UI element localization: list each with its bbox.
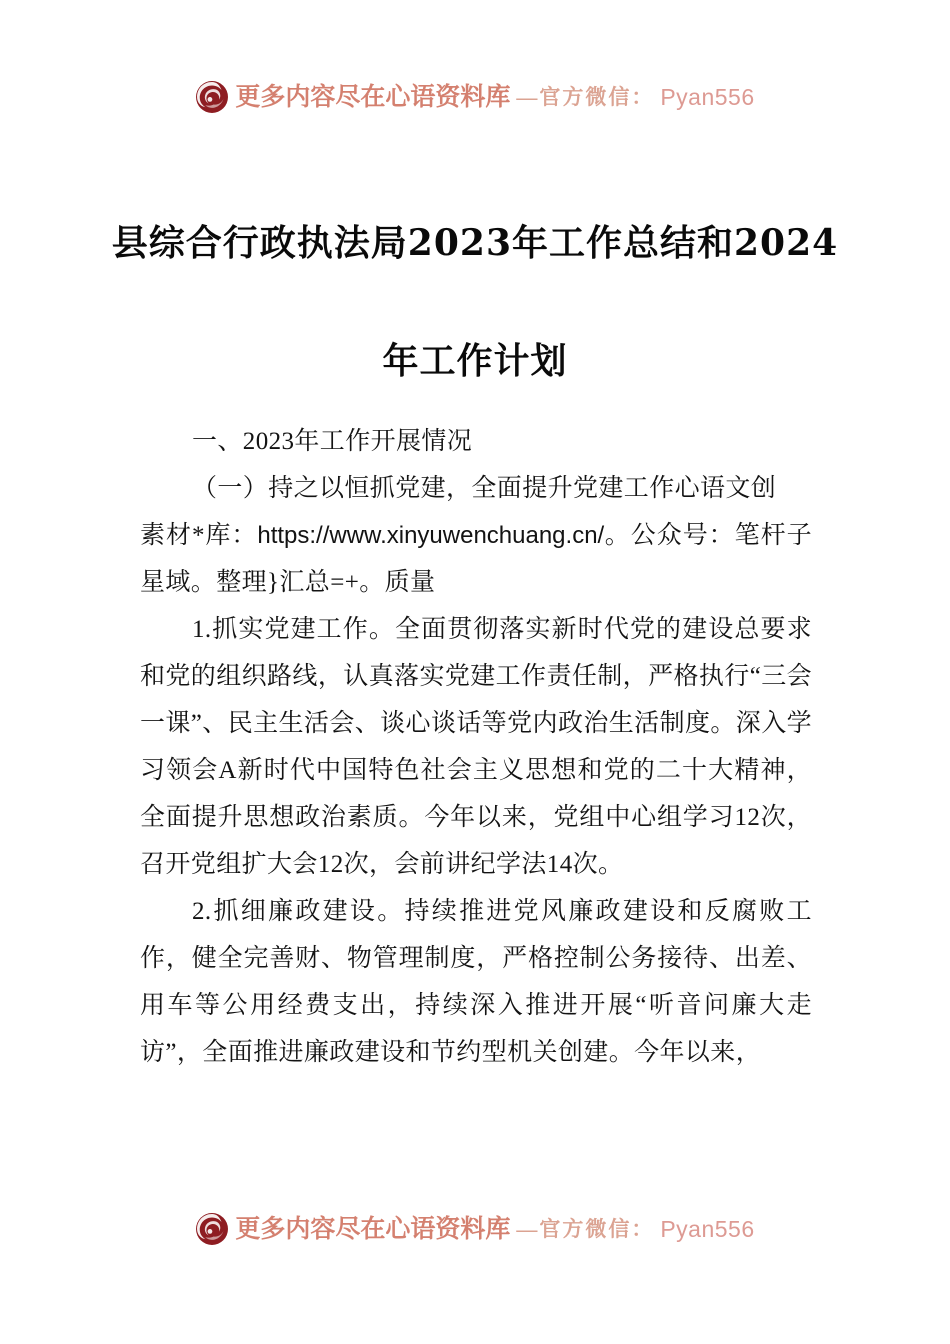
section-heading-1: 一、2023年工作开展情况 xyxy=(192,428,473,455)
source-prefix-text: 素材*库： xyxy=(140,522,258,549)
paragraph-2: 2.抓细廉政建设。持续推进党风廉政建设和反腐败工作，健全完善财、物管理制度，严格控制公务接待、出差、用车等公用经费支出，持续深入推进开展“听音问廉大走访”，全面推进廉政建设和节约型机关创建。今年以来， xyxy=(140,898,812,1066)
subsection-heading-1 xyxy=(140,465,812,512)
source-url-link[interactable]: https://www.xinyuwenchuang.cn/ xyxy=(257,522,605,549)
swirl-emblem-icon xyxy=(195,80,229,114)
watermark-title-text: 更多内容尽在心语资料库 xyxy=(235,83,511,111)
subsection-heading-1-text: （一）持之以恒抓党建，全面提升党建工作心语文创 xyxy=(192,475,777,502)
watermark-wechat-label: —官方微信： xyxy=(516,84,655,109)
source-suffix-text: 。公众号：笔杆子星域。整理}汇总=+。质量 xyxy=(140,522,812,596)
watermark-wechat-id: Pyan556 xyxy=(660,83,755,110)
watermark-title-text: 更多内容尽在心语资料库 xyxy=(235,1215,511,1243)
watermark-footer xyxy=(0,1212,950,1246)
watermark-wechat-label: —官方微信： xyxy=(516,1216,655,1241)
watermark-header xyxy=(0,80,950,114)
document-body xyxy=(140,418,812,1076)
watermark-wechat-id: Pyan556 xyxy=(660,1215,755,1242)
source-attribution-line xyxy=(140,512,812,606)
page-title-line-2: 年工作计划 xyxy=(382,340,568,383)
page-title xyxy=(0,184,950,420)
swirl-emblem-icon xyxy=(195,1212,229,1246)
page-title-line-1: 县综合行政执法局2023年工作总结和2024 xyxy=(111,222,839,265)
paragraph-1: 1.抓实党建工作。全面贯彻落实新时代党的建设总要求和党的组织路线，认真落实党建工作责任制，严格执行“三会一课”、民主生活会、谈心谈话等党内政治生活制度。深入学习领会A新时代中国特色社会主义思想和党的二十大精神，全面提升思想政治素质。今年以来，党组中心组学习12次，召开党组扩大会12次，会前讲纪学法14次。 xyxy=(140,616,812,878)
